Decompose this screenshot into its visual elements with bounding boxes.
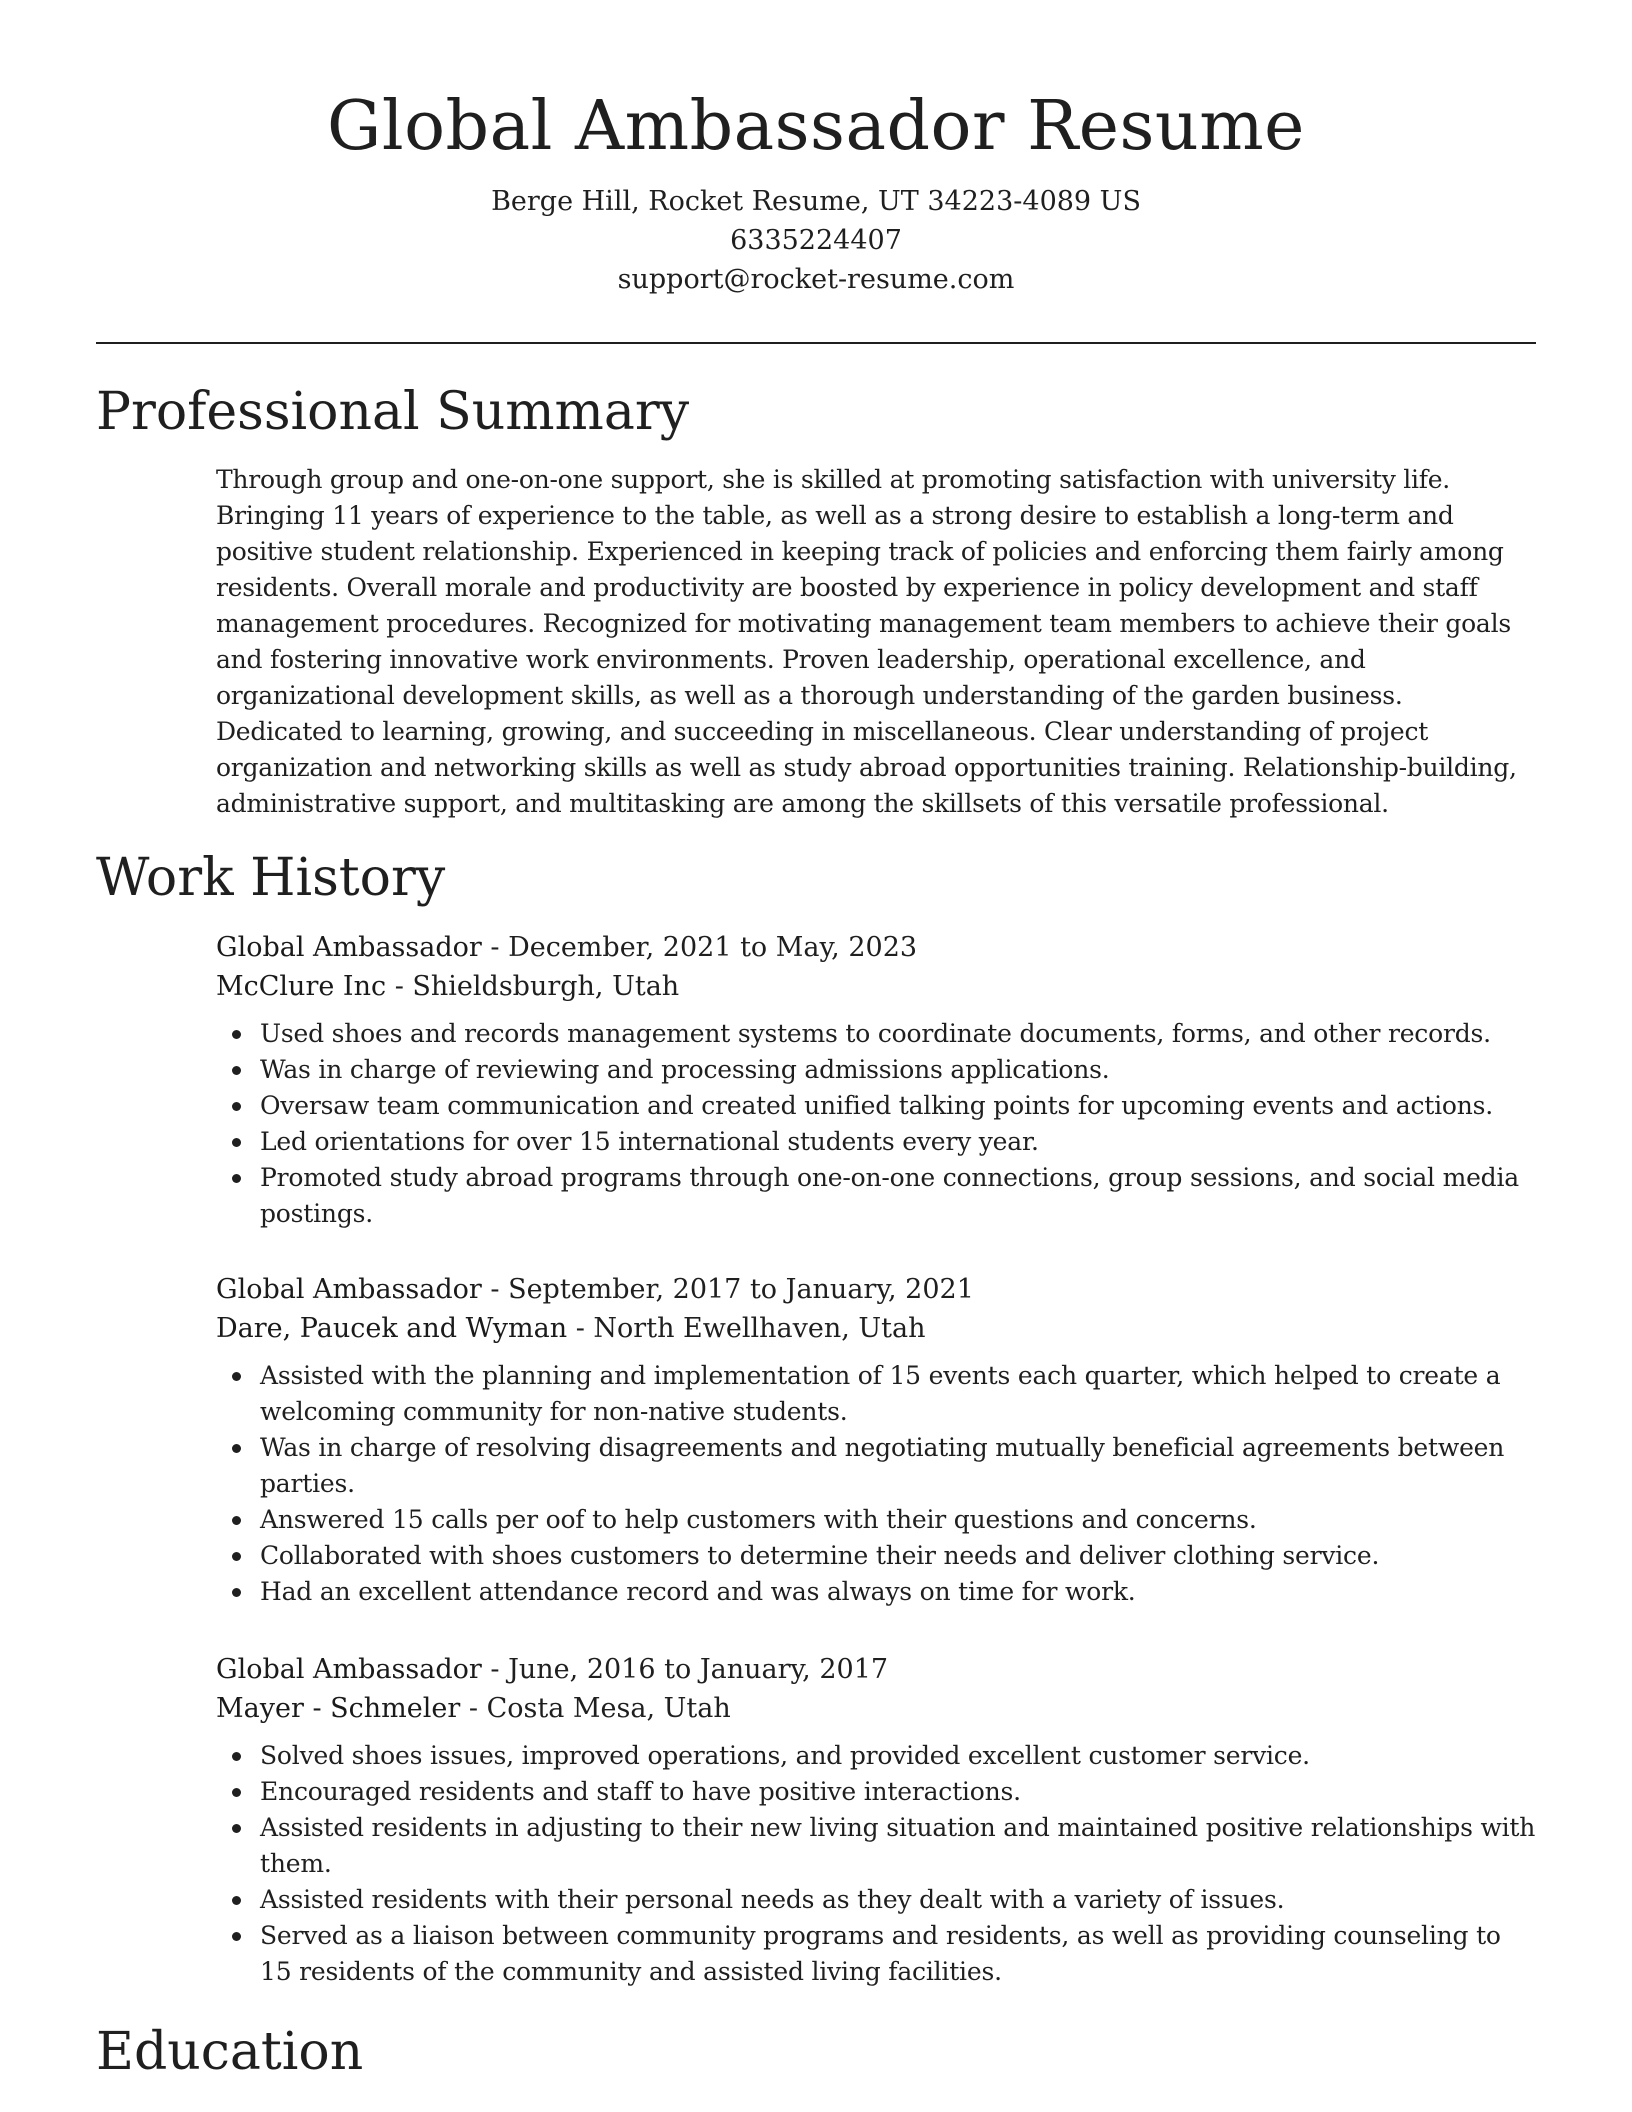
job-bullets: [216, 1358, 1536, 1610]
job-company: Dare, Paucek and Wyman: [216, 1313, 568, 1344]
job-location: - Costa Mesa, Utah: [460, 1693, 731, 1724]
bullet-item: Assisted with the planning and implementation of 15 events each quarter, which helped to create a welcoming community for non-native students.: [216, 1358, 1536, 1430]
bullet-item: Collaborated with shoes customers to determine their needs and deliver clothing service.: [216, 1538, 1536, 1574]
contact-phone: 6335224407: [730, 225, 902, 256]
contact-block: [0, 182, 1632, 299]
bullet-item: Assisted residents with their personal needs as they dealt with a variety of issues.: [216, 1882, 1536, 1918]
summary-heading: Professional Summary: [96, 382, 690, 442]
job-location: - North Ewellhaven, Utah: [567, 1313, 926, 1344]
job-company: Mayer - Schmeler: [216, 1693, 461, 1724]
bullet-item: Was in charge of resolving disagreements and negotiating mutually beneficial agreements between parties.: [216, 1430, 1536, 1502]
bullet-item: Was in charge of reviewing and processing admissions applications.: [216, 1052, 1536, 1088]
bullet-item: Answered 15 calls per oof to help customers with their questions and concerns.: [216, 1502, 1536, 1538]
job-bullets: [216, 1016, 1536, 1232]
resume-title: Global Ambassador Resume: [327, 87, 1305, 166]
work-history-heading: Work History: [96, 848, 446, 908]
job-title-line: [216, 928, 1536, 967]
bullet-item: Led orientations for over 15 international students every year.: [216, 1124, 1536, 1160]
header-divider: [96, 342, 1536, 344]
resume-header: [0, 82, 1632, 299]
bullet-item: Oversaw team communication and created unified talking points for upcoming events and actions.: [216, 1088, 1536, 1124]
contact-email: support@rocket-resume.com: [617, 264, 1015, 295]
job-dates: - December, 2021 to May, 2023: [481, 932, 918, 963]
job-entry: [216, 1650, 1536, 1990]
job-title-line: [216, 1650, 1536, 1689]
job-dates: - June, 2016 to January, 2017: [481, 1654, 889, 1685]
job-entry: [216, 928, 1536, 1232]
bullet-item: Used shoes and records management systems to coordinate documents, forms, and other records.: [216, 1016, 1536, 1052]
bullet-item: Had an excellent attendance record and was always on time for work.: [216, 1574, 1536, 1610]
bullet-item: Promoted study abroad programs through one-on-one connections, group sessions, and social media postings.: [216, 1160, 1536, 1232]
job-company-line: [216, 1689, 1536, 1728]
job-title: Global Ambassador: [216, 932, 482, 963]
job-company: McClure Inc: [216, 971, 387, 1002]
job-location: - Shieldsburgh, Utah: [386, 971, 680, 1002]
summary-section: [216, 462, 1536, 822]
education-heading: Education: [96, 2022, 364, 2082]
bullet-item: Solved shoes issues, improved operations, and provided excellent customer service.: [216, 1738, 1536, 1774]
bullet-item: Served as a liaison between community programs and residents, as well as providing counseling to 15 residents of the community and assisted living facilities.: [216, 1918, 1536, 1990]
job-title-line: [216, 1270, 1536, 1309]
job-entry: [216, 1270, 1536, 1610]
job-title: Global Ambassador: [216, 1654, 482, 1685]
summary-text: Through group and one-on-one support, she is skilled at promoting satisfaction with university life. Bringing 11 years of experience to the table, as well as a strong desire to establish a long-term and positive student relationship. Experienced in keeping track of policies and enforcing them fairly among residents. Overall morale and productivity are boosted by experience in policy development and staff management procedures. Recognized for motivating management team members to achieve their goals and fostering innovative work environments. Proven leadership, operational excellence, and organizational development skills, as well as a thorough understanding of the garden business. Dedicated to learning, growing, and succeeding in miscellaneous. Clear understanding of project organization and networking skills as well as study abroad opportunities training. Relationship-building, administrative support, and multitasking are among the skillsets of this versatile professional.: [216, 465, 1517, 818]
job-bullets: [216, 1738, 1536, 1990]
job-dates: - September, 2017 to January, 2021: [481, 1274, 974, 1305]
contact-address: Berge Hill, Rocket Resume, UT 34223-4089 US: [491, 186, 1141, 217]
bullet-item: Encouraged residents and staff to have positive interactions.: [216, 1774, 1536, 1810]
job-company-line: [216, 967, 1536, 1006]
job-company-line: [216, 1309, 1536, 1348]
bullet-item: Assisted residents in adjusting to their new living situation and maintained positive relationships with them.: [216, 1810, 1536, 1882]
job-title: Global Ambassador: [216, 1274, 482, 1305]
